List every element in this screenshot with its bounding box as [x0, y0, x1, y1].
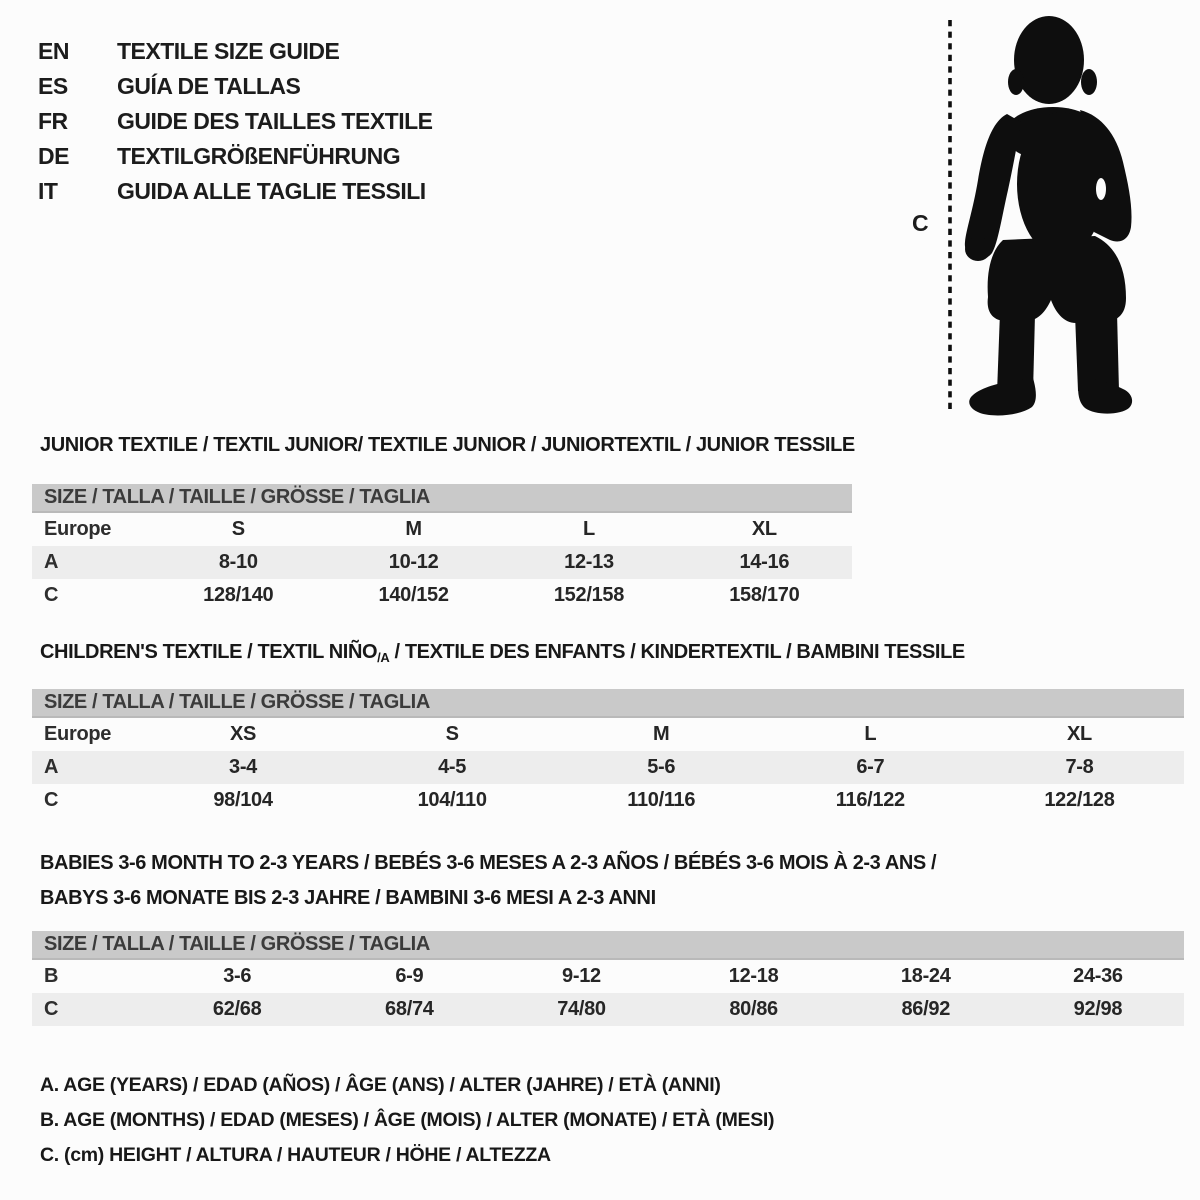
size-value: 122/128 — [1044, 789, 1115, 811]
toddler-silhouette-figure — [945, 12, 1145, 422]
babies-size-table — [32, 931, 1184, 1026]
lang-title: TEXTILGRÖßENFÜHRUNG — [117, 143, 401, 169]
table-row — [32, 960, 1184, 993]
lang-row-en — [38, 34, 433, 69]
size-value: 9-12 — [562, 965, 601, 987]
size-value: 3-6 — [223, 965, 252, 987]
row-label: Europe — [44, 518, 112, 540]
table-header-band — [32, 689, 1184, 718]
size-value: M — [405, 518, 422, 540]
legend-block — [40, 1068, 774, 1173]
table-row — [32, 513, 852, 546]
children-size-table — [32, 689, 1184, 817]
lang-code: DE — [38, 143, 69, 169]
legend-line-b: B. AGE (MONTHS) / EDAD (MESES) / ÂGE (MOIS) / ALTER (MONATE) / ETÀ (MESI) — [40, 1109, 775, 1131]
junior-table-body — [32, 513, 852, 612]
size-value: 7-8 — [1065, 756, 1094, 778]
size-value: M — [653, 723, 670, 745]
table-header-text: SIZE / TALLA / TAILLE / GRÖSSE / TAGLIA — [44, 933, 430, 955]
table-header-text: SIZE / TALLA / TAILLE / GRÖSSE / TAGLIA — [44, 486, 430, 508]
children-title-suffix: / TEXTILE DES ENFANTS / KINDERTEXTIL / BAMBINI TESSILE — [389, 641, 965, 663]
babies-section-title — [40, 846, 936, 916]
lang-code: FR — [38, 108, 68, 134]
size-value: S — [231, 518, 245, 540]
toddler-silhouette — [945, 12, 1145, 422]
size-value: 110/116 — [627, 789, 696, 811]
size-value: 68/74 — [385, 998, 434, 1020]
junior-size-table — [32, 484, 852, 612]
size-value: L — [864, 723, 877, 745]
size-value: XL — [1066, 723, 1092, 745]
lang-row-fr — [38, 104, 433, 139]
children-title-prefix: CHILDREN'S TEXTILE / TEXTIL NIÑO — [40, 641, 378, 663]
toddler-body — [965, 16, 1132, 415]
row-label: A — [44, 551, 59, 573]
size-value: XL — [751, 518, 777, 540]
lang-row-es — [38, 69, 433, 104]
lang-row-de — [38, 139, 433, 174]
size-value: 4-5 — [438, 756, 467, 778]
size-value: 18-24 — [900, 965, 951, 987]
legend-line-c: C. (cm) HEIGHT / ALTURA / HAUTEUR / HÖHE / ALTEZZA — [40, 1144, 551, 1166]
size-value: 92/98 — [1073, 998, 1123, 1020]
table-row — [32, 993, 1184, 1026]
row-label: C — [44, 789, 59, 811]
size-value: 12-18 — [728, 965, 779, 987]
size-value: 116/122 — [835, 789, 905, 811]
language-title-block — [38, 34, 433, 209]
size-value: 152/158 — [553, 584, 625, 606]
babies-title-line2: BABYS 3-6 MONATE BIS 2-3 JAHRE / BAMBINI 3-6 MESI A 2-3 ANNI — [40, 887, 656, 909]
hand-gap — [1096, 178, 1106, 200]
size-value: 104/110 — [417, 789, 487, 811]
table-row — [32, 784, 1184, 817]
lang-code: IT — [38, 178, 58, 204]
size-value: 24-36 — [1073, 965, 1123, 987]
size-value: 10-12 — [388, 551, 439, 573]
row-label: A — [44, 756, 59, 778]
lang-title: GUIDA ALLE TAGLIE TESSILI — [117, 178, 426, 204]
babies-title-line1: BABIES 3-6 MONTH TO 2-3 YEARS / BEBÉS 3-6 MESES A 2-3 AÑOS / BÉBÉS 3-6 MOIS À 2-3 ANS / — [40, 852, 937, 874]
children-section-title — [40, 641, 965, 665]
size-value: 128/140 — [203, 584, 274, 606]
size-value: 80/86 — [729, 998, 778, 1020]
row-label: C — [44, 584, 59, 606]
size-value: 86/92 — [901, 998, 951, 1020]
table-header-band — [32, 931, 1184, 960]
size-value: L — [582, 518, 595, 540]
size-value: 5-6 — [647, 756, 676, 778]
row-label: B — [44, 965, 59, 987]
babies-table-body — [32, 960, 1184, 1026]
size-value: 98/104 — [213, 789, 273, 811]
table-row — [32, 718, 1184, 751]
lang-title: TEXTILE SIZE GUIDE — [117, 38, 340, 64]
lang-title: GUÍA DE TALLAS — [117, 73, 301, 99]
size-value: 14-16 — [739, 551, 790, 573]
size-value: 6-7 — [856, 756, 885, 778]
junior-section-title: JUNIOR TEXTILE / TEXTIL JUNIOR/ TEXTILE JUNIOR / JUNIORTEXTIL / JUNIOR TESSILE — [40, 434, 855, 456]
lang-code: EN — [38, 38, 69, 64]
table-row — [32, 751, 1184, 784]
row-label: Europe — [44, 723, 112, 745]
size-value: 74/80 — [557, 998, 606, 1020]
size-value: 140/152 — [378, 584, 449, 606]
table-header-band — [32, 484, 852, 513]
size-value: 8-10 — [218, 551, 258, 573]
size-value: 3-4 — [229, 756, 258, 778]
table-header-text: SIZE / TALLA / TAILLE / GRÖSSE / TAGLIA — [44, 691, 430, 713]
size-value: 12-13 — [564, 551, 614, 573]
table-row — [32, 546, 852, 579]
size-value: 6-9 — [395, 965, 424, 987]
size-value: S — [445, 723, 459, 745]
row-label: C — [44, 998, 59, 1020]
children-table-body — [32, 718, 1184, 817]
legend-line-a: A. AGE (YEARS) / EDAD (AÑOS) / ÂGE (ANS) / ALTER (JAHRE) / ETÀ (ANNI) — [40, 1074, 721, 1096]
lang-code: ES — [38, 73, 68, 99]
size-value: XS — [229, 723, 257, 745]
size-value: 62/68 — [212, 998, 262, 1020]
size-value: 158/170 — [729, 584, 800, 606]
table-row — [32, 579, 852, 612]
children-title-sub: /A — [377, 650, 390, 665]
lang-row-it — [38, 174, 433, 209]
height-measure-label: C — [912, 210, 929, 236]
lang-title: GUIDE DES TAILLES TEXTILE — [117, 108, 433, 134]
